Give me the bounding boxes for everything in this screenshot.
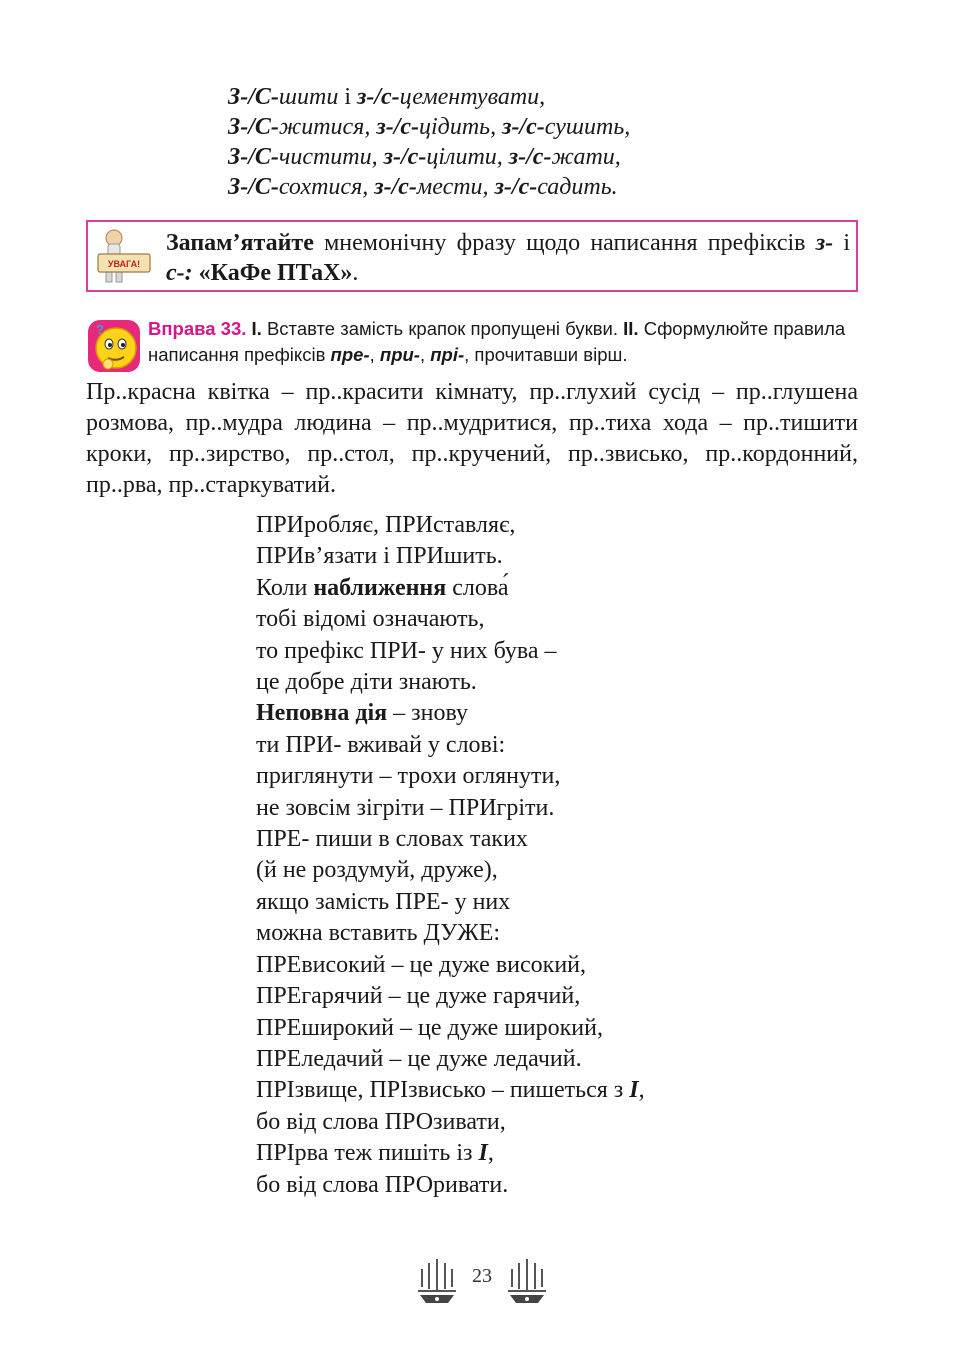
poem-text: бо від слова ПРОзивати, bbox=[256, 1108, 506, 1135]
poem-line bbox=[256, 761, 645, 792]
poem-line bbox=[256, 1044, 645, 1075]
poem-line bbox=[256, 1013, 645, 1044]
prefix-marker: з-/с- bbox=[374, 174, 417, 200]
word-part: мести, bbox=[416, 174, 495, 200]
poem-emphasis: наближення bbox=[313, 574, 447, 601]
word-part: цідить, bbox=[419, 114, 503, 140]
ornament-left-icon bbox=[414, 1255, 460, 1305]
prefix-pri: прі- bbox=[430, 344, 465, 365]
page-number: 23 bbox=[472, 1265, 492, 1287]
attention-sign-icon bbox=[92, 228, 158, 288]
prefix-example-line bbox=[228, 142, 621, 172]
part2-text: Сформулюйте правила написання префіксів bbox=[148, 318, 846, 365]
prefix-example-line bbox=[228, 172, 618, 202]
prefix-marker: з-/с- bbox=[494, 174, 538, 200]
prefix-marker: з-/с- bbox=[502, 114, 545, 140]
prefix-marker: з-/с- bbox=[376, 114, 420, 140]
poem-line bbox=[256, 667, 645, 698]
poem-text: не зовсім зігріти – ПРИгріти. bbox=[256, 794, 555, 821]
poem-line bbox=[256, 698, 645, 729]
prefix-marker: З-/С- bbox=[228, 114, 279, 140]
poem-emphasis: Неповна дія bbox=[256, 700, 388, 727]
word-part: жати, bbox=[551, 144, 621, 170]
word-part: житися, bbox=[278, 114, 377, 140]
poem-text: слова́ bbox=[446, 574, 509, 601]
poem-line bbox=[256, 730, 645, 761]
poem-letter-emphasis: І bbox=[478, 1140, 488, 1167]
memo-text-1: мнемонічну фразу щодо написання префіксів bbox=[313, 230, 816, 256]
poem-line bbox=[256, 981, 645, 1012]
prefix-marker: З-/С- bbox=[228, 144, 279, 170]
exercise-number: Вправа 33. bbox=[148, 318, 247, 339]
poem-line bbox=[256, 1138, 645, 1169]
word-part: чистити, bbox=[278, 144, 384, 170]
poem-text: це добре діти знають. bbox=[256, 669, 477, 696]
prefix-marker: З-/С- bbox=[228, 84, 279, 110]
poem-text: можна вставить ДУЖЕ: bbox=[256, 920, 501, 947]
memo-end: . bbox=[352, 260, 359, 286]
poem-line bbox=[256, 824, 645, 855]
poem-line bbox=[256, 1107, 645, 1138]
memo-bold-start: Запам’ятайте bbox=[166, 230, 314, 256]
prefix-marker: з-/с- bbox=[508, 144, 552, 170]
word-part: сохтися, bbox=[278, 174, 375, 200]
poem-line bbox=[256, 793, 645, 824]
word-part: садить. bbox=[537, 174, 618, 200]
poem-text: ПРИробляє, ПРИставляє, bbox=[256, 512, 516, 538]
exercise-instructions bbox=[148, 316, 860, 368]
poem-line bbox=[256, 855, 645, 886]
memo-text bbox=[166, 228, 850, 288]
poem-text: якщо замість ПРЕ- у них bbox=[256, 888, 511, 915]
word-part: сушить, bbox=[544, 114, 631, 140]
poem-text: бо від слова ПРОривати. bbox=[256, 1171, 509, 1198]
word-part: шити bbox=[278, 84, 339, 110]
prefix-marker: З-/С- bbox=[228, 174, 279, 200]
prefix-example-line bbox=[228, 82, 545, 112]
prefix-marker: з-/с- bbox=[383, 144, 427, 170]
memo-text-and: і bbox=[833, 230, 851, 256]
poem-text: ПРІрва теж пишіть із bbox=[256, 1140, 479, 1167]
poem-text: ПРЕвисокий – це дуже високий, bbox=[256, 951, 586, 978]
poem-text: ти ПРИ- вживай у слові: bbox=[256, 731, 506, 758]
poem-text: то префікс ПРИ- у них бува – bbox=[256, 637, 557, 664]
poem-text: (й не роздумуй, друже), bbox=[256, 857, 498, 884]
task-paragraph: Пр..красна квітка – пр..красити кімнату, пр..глухий сусід – пр..глушена розмова, пр..мудра людина – пр..мудритися, пр..тиха хода – пр..тишити кроки, пр..зирство, пр..стол, пр..кручений, пр..звисько, пр..кордонний, пр..рва, пр..старкуватий. bbox=[86, 379, 858, 498]
memo-phrase: «КаФе ПТаХ» bbox=[192, 260, 353, 286]
poem-text: ПРЕ- пиши в словах таких bbox=[256, 826, 528, 853]
svg-text:УВАГА!: УВАГА! bbox=[107, 259, 141, 269]
prefix-pry: при- bbox=[379, 344, 420, 365]
poem-line bbox=[256, 887, 645, 918]
poem-text: приглянути – трохи оглянути, bbox=[256, 763, 561, 790]
prefix-example-line bbox=[228, 112, 630, 142]
poem-text: ПРІзвище, ПРІзвисько – пишеться з bbox=[256, 1077, 630, 1104]
poem-text: , bbox=[487, 1140, 494, 1167]
poem-text: ПРЕледачий – це дуже ледачий. bbox=[256, 1045, 582, 1072]
poem-line bbox=[256, 950, 645, 981]
separator: , bbox=[419, 344, 431, 365]
memo-prefix-z: з- bbox=[815, 230, 834, 256]
memo-prefix-s: с-: bbox=[166, 260, 193, 286]
poem-text: – знову bbox=[387, 700, 468, 727]
poem-text: ПРИв’язати і ПРИшить. bbox=[256, 543, 503, 570]
poem-line bbox=[256, 636, 645, 667]
poem-line bbox=[256, 541, 645, 572]
ornament-right-icon bbox=[504, 1255, 550, 1305]
poem-line bbox=[256, 918, 645, 949]
prefix-marker: з-/с- bbox=[357, 84, 400, 110]
prefix-pre: пре- bbox=[330, 344, 370, 365]
poem-letter-emphasis: І bbox=[629, 1077, 639, 1104]
separator: , bbox=[369, 344, 380, 365]
poem-text: тобі відомі означають, bbox=[256, 606, 485, 633]
poem-text: ПРЕгарячий – це дуже гарячий, bbox=[256, 983, 581, 1010]
poem bbox=[256, 510, 645, 1201]
thinking-face-icon bbox=[86, 318, 142, 374]
word-part: і bbox=[338, 84, 357, 110]
poem-line bbox=[256, 1075, 645, 1106]
instructions-tail: , прочитавши вірш. bbox=[464, 344, 628, 365]
part2-number: ІІ. bbox=[623, 318, 639, 339]
word-part: цілити, bbox=[426, 144, 509, 170]
svg-text:?: ? bbox=[96, 322, 104, 337]
part1-text: Вставте замість крапок пропущені букви. bbox=[261, 318, 624, 339]
poem-text: ПРЕширокий – це дуже широкий, bbox=[256, 1014, 603, 1041]
poem-line bbox=[256, 510, 645, 541]
word-part: цементувати, bbox=[399, 84, 546, 110]
poem-text: , bbox=[638, 1077, 645, 1104]
poem-line bbox=[256, 573, 645, 604]
poem-line bbox=[256, 1170, 645, 1201]
part1-number: І. bbox=[251, 318, 262, 339]
poem-text: Коли bbox=[256, 574, 314, 601]
poem-line bbox=[256, 604, 645, 635]
